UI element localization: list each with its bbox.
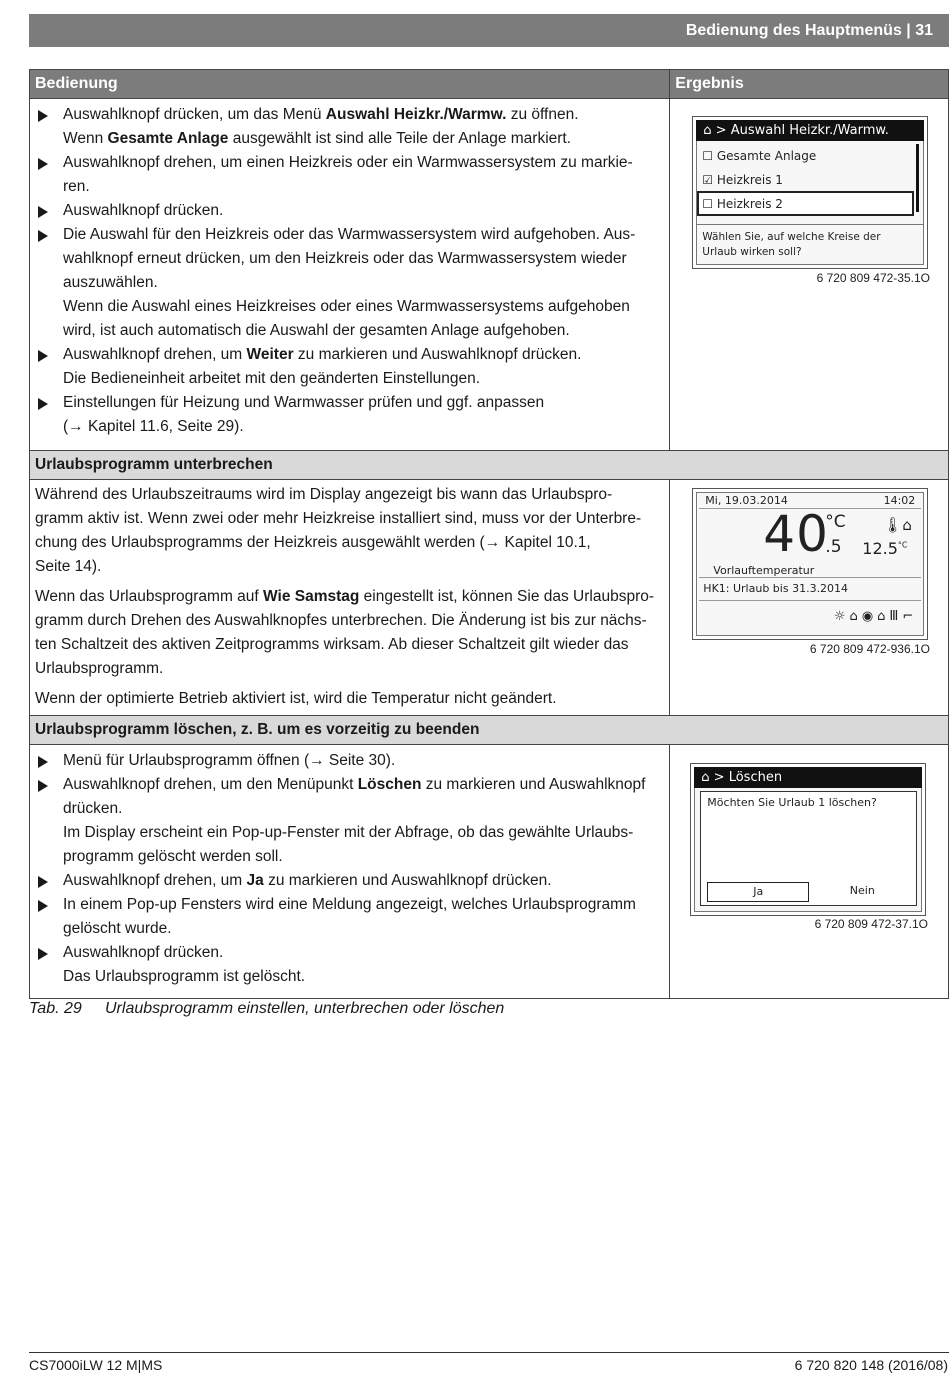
bullet-arrow-icon	[38, 350, 48, 362]
section-select-circuits	[30, 99, 949, 451]
screen-hint: Wählen Sie, auf welche Kreise der Urlaub wirken soll?	[702, 231, 881, 258]
step-item: Menü für Urlaubsprogramm öffnen (→ Seite 30).	[36, 749, 663, 773]
section-heading-row	[30, 451, 949, 480]
status-icons	[834, 609, 917, 624]
step-item: Einstellungen für Heizung und Warmwasser prüfen und ggf. anpassen (→ Kapitel 11.6, Seite 29).	[36, 391, 663, 439]
thermometer-house-icon: 🌡⌂	[883, 516, 912, 534]
figure-code: 6 720 809 472-35.1O	[816, 271, 930, 285]
bullet-arrow-icon	[38, 230, 48, 242]
figure-code: 6 720 809 472-37.1O	[814, 917, 928, 931]
instruction-table	[29, 69, 949, 999]
radiator-icon: Ⅲ	[889, 609, 903, 624]
step-list	[30, 99, 669, 441]
screen-divider-bottom	[699, 600, 921, 601]
footer-divider	[29, 1352, 949, 1353]
screen-time: 14:02	[883, 494, 916, 507]
screen-date: Mi, 19.03.2014	[705, 494, 788, 507]
option-heating-circuit-1: ☑ Heizkreis 1	[702, 173, 783, 187]
section-delete-holiday	[30, 745, 949, 999]
bullet-arrow-icon	[38, 780, 48, 792]
popup-yes-button[interactable]: Ja	[707, 882, 809, 902]
outdoor-temperature: $12.5^{^\circ C}$	[862, 539, 908, 558]
step-item: In einem Pop-up Fensters wird eine Meldung angezeigt, welches Urlaubsprogramm gelöscht wurde.	[36, 893, 663, 941]
screen-title: ⌂ > Auswahl Heizkr./Warmw.	[696, 120, 924, 141]
footer-product: CS7000iLW 12 M|MS	[29, 1357, 163, 1373]
step-item: Auswahlknopf drehen, um den Menüpunkt Löschen zu markieren und Auswahlknopf drücken. Im Display erscheint ein Pop-up-Fenster mit der Abfrage, ob das gewählte Urlaubs- programm gelöscht werden soll.	[36, 773, 663, 869]
display-screen-delete	[690, 763, 926, 916]
paragraph: Während des Urlaubszeitraums wird im Display angezeigt bis wann das Urlaubspro- gramm aktiv ist. Wenn zwei oder mehr Heizkreise installiert sind, muss vor der Unterbre- chung des Urlaubsprogramms der Heizkreis ausgewählt werden (→ Kapitel 10.1, Seite 14).	[35, 486, 642, 575]
screen-label: Vorlauftemperatur	[713, 564, 815, 577]
bullet-arrow-icon	[38, 158, 48, 170]
section-interrupt-holiday	[30, 480, 949, 716]
table-caption	[29, 1000, 504, 1018]
flame-icon: ◉	[861, 609, 878, 624]
display-screen-standard	[692, 488, 928, 640]
bullet-arrow-icon	[38, 876, 48, 888]
bullet-arrow-icon	[38, 206, 48, 218]
caption-number: Tab. 29	[29, 1000, 82, 1017]
bullet-arrow-icon	[38, 110, 48, 122]
result-cell	[670, 745, 949, 999]
footer-doc-number: 6 720 820 148 (2016/08)	[794, 1357, 948, 1373]
temperature-decimal: .5	[825, 537, 842, 557]
section-heading-delete: Urlaubsprogramm löschen, z. B. um es vorzeitig zu beenden	[30, 716, 949, 745]
house-icon: ⌂	[877, 609, 890, 624]
step-item: Auswahlknopf drehen, um einen Heizkreis oder ein Warmwassersystem zu markie- ren.	[36, 151, 663, 199]
result-cell	[670, 480, 949, 716]
display-screen-circuit-selection	[692, 116, 928, 269]
column-header-result: Ergebnis	[670, 70, 949, 99]
temperature-unit: °C	[825, 512, 846, 532]
popup-window	[700, 791, 917, 906]
screen-title: ⌂ > Löschen	[694, 767, 922, 788]
text-block	[30, 480, 669, 715]
option-entire-system: ☐ Gesamte Anlage	[702, 149, 817, 163]
screen-divider-mid	[699, 577, 921, 578]
paragraph: Wenn das Urlaubsprogramm auf Wie Samstag eingestellt ist, können Sie das Urlaubspro- gramm durch Drehen des Auswahlknopfes unterbrechen. Die Änderung ist bis zur nächs- ten Schaltzeit des aktiven Zeitprogramms wirksam. Ab dieser Schaltzeit gilt wieder das Urlaubsprogramm.	[35, 588, 655, 677]
step-item: Auswahlknopf drehen, um Ja zu markieren und Auswahlknopf drücken.	[36, 869, 663, 893]
caption-text: Urlaubsprogramm einstellen, unterbrechen oder löschen	[105, 1000, 505, 1017]
result-cell	[670, 99, 949, 451]
divider-line	[697, 224, 923, 225]
holiday-status: HK1: Urlaub bis 31.3.2014	[703, 582, 849, 595]
step-item: Auswahlknopf drehen, um Weiter zu markieren und Auswahlknopf drücken. Die Bedieneinheit arbeitet mit den geänderten Einstellungen.	[36, 343, 663, 391]
option-heating-circuit-2: ☐ Heizkreis 2	[702, 197, 783, 211]
figure-code: 6 720 809 472-936.1O	[809, 642, 930, 656]
section-heading-row	[30, 716, 949, 745]
tap-icon: ⌐	[902, 609, 918, 624]
sun-house-icon: ☼⌂	[833, 609, 862, 624]
bullet-arrow-icon	[38, 900, 48, 912]
step-item: Auswahlknopf drücken, um das Menü Auswahl Heizkr./Warmw. zu öffnen. Wenn Gesamte Anlage ausgewählt ist sind alle Teile der Anlage markiert.	[36, 103, 663, 151]
step-list	[30, 745, 669, 991]
popup-no-button[interactable]: Nein	[849, 884, 875, 897]
bullet-arrow-icon	[38, 948, 48, 960]
column-header-operation: Bedienung	[30, 70, 670, 99]
popup-question: Möchten Sie Urlaub 1 löschen?	[707, 796, 877, 809]
step-item: Auswahlknopf drücken.	[36, 199, 663, 223]
bullet-arrow-icon	[38, 398, 48, 410]
page-header: Bedienung des Hauptmenüs | 31	[29, 14, 949, 47]
step-item: Auswahlknopf drücken. Das Urlaubsprogramm ist gelöscht.	[36, 941, 663, 989]
bullet-arrow-icon	[38, 756, 48, 768]
main-temperature: 40	[763, 505, 829, 563]
scrollbar	[916, 144, 919, 212]
step-item: Die Auswahl für den Heizkreis oder das Warmwassersystem wird aufgehoben. Aus- wahlknopf erneut drücken, um den Heizkreis oder das Warmwassersystem wieder auszuwählen. Wenn die Auswahl eines Heizkreises oder eines Warmwassersystems aufgehoben wird, ist auch automatisch die Auswahl der gesamten Anlage aufgehoben.	[36, 223, 663, 343]
paragraph: Wenn der optimierte Betrieb aktiviert ist, wird die Temperatur nicht geändert.	[35, 690, 557, 707]
section-heading-interrupt: Urlaubsprogramm unterbrechen	[30, 451, 949, 480]
